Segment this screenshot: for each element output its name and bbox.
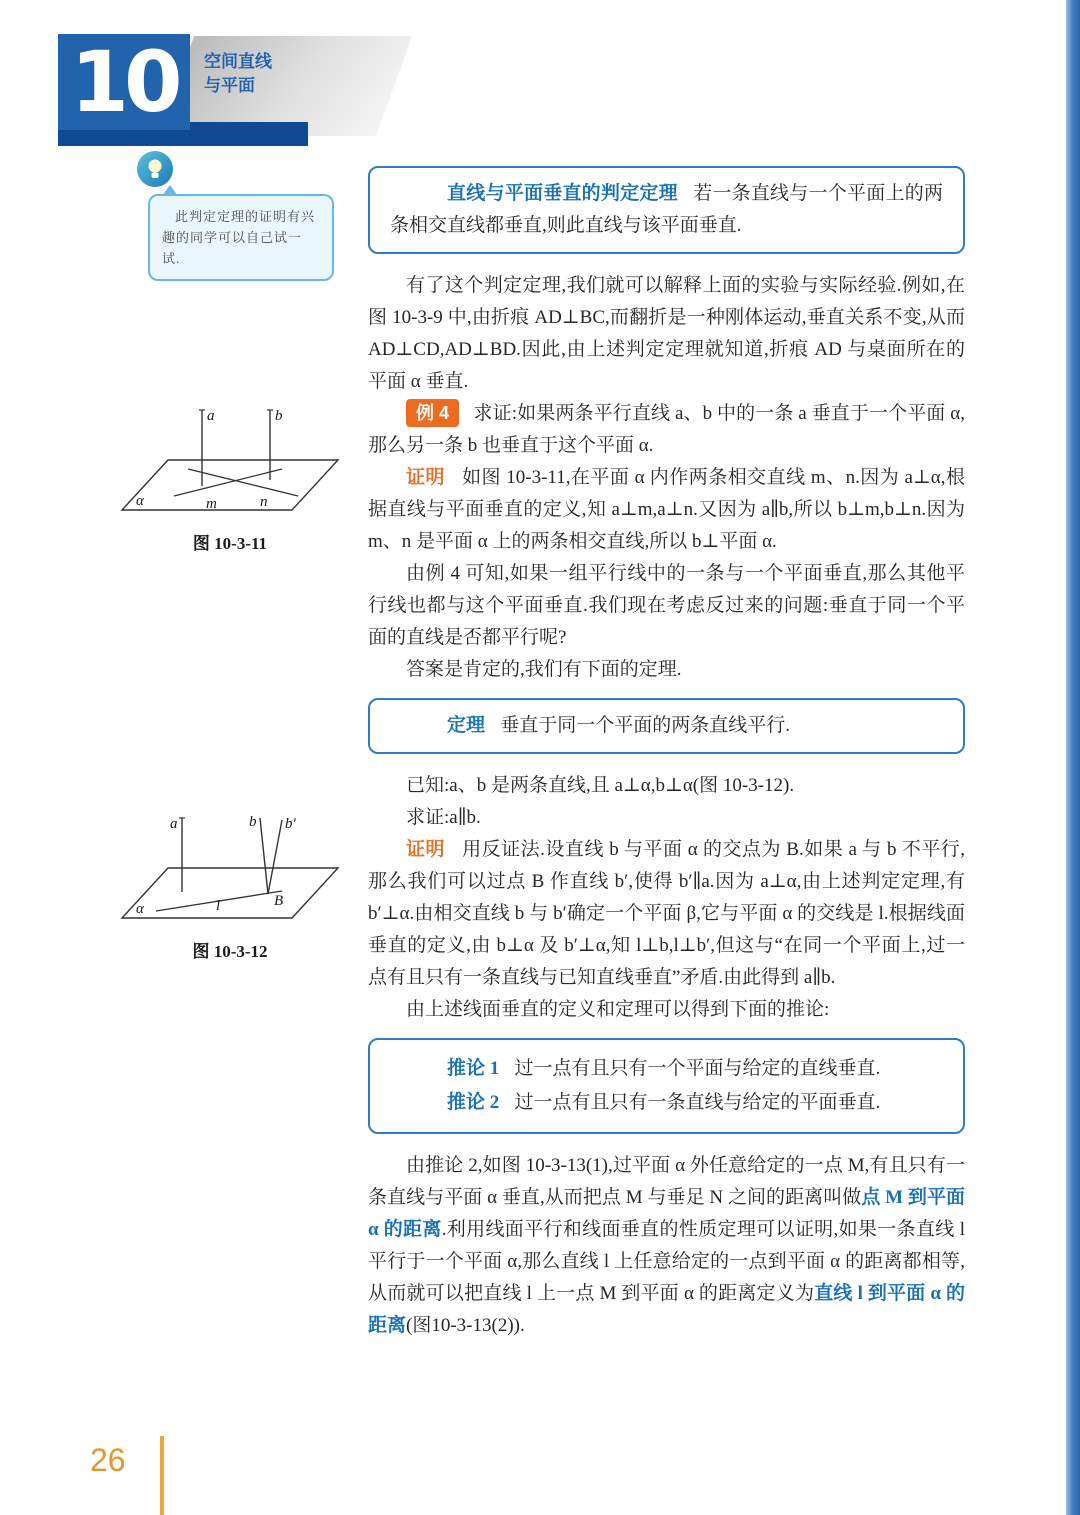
theorem-box-parallel-lines [368, 698, 965, 754]
chapter-title-line2: 与平面 [204, 76, 255, 95]
term-line-to-plane-distance: 直线 l 到平面 α 的距离 [368, 1283, 965, 1336]
chapter-header [58, 26, 398, 156]
chapter-header-shadow [158, 36, 412, 136]
theorem-title: 直线与平面垂直的判定定理 [447, 183, 678, 204]
example-4 [368, 398, 965, 462]
theorem-body: 若一条直线与一个平面上的两条相交直线都垂直,则此直线与该平面垂直. [390, 183, 943, 236]
fig11-label-b: b [275, 408, 283, 424]
figure-caption: 图 10-3-12 [192, 942, 268, 961]
corollary-2-label: 推论 2 [447, 1092, 500, 1113]
fig12-label-b-prime: b′ [285, 816, 296, 832]
corollary-2 [390, 1086, 943, 1120]
figure-10-3-11 [110, 398, 350, 554]
chapter-number-box [58, 34, 190, 130]
proof-2 [368, 834, 965, 994]
figure-10-3-12 [110, 806, 350, 962]
main-text-column [368, 164, 965, 1342]
term-point-to-plane-distance: 点 M 到平面 α 的距离 [368, 1187, 966, 1240]
corollary-1-label: 推论 1 [447, 1058, 500, 1079]
page-number-divider [160, 1436, 164, 1515]
fig12-label-b: b [249, 814, 257, 830]
fig12-label-a: a [170, 816, 178, 832]
paragraph-answer: 答案是肯定的,我们有下面的定理. [406, 659, 682, 680]
paragraph-explanation: 有了这个判定定理,我们就可以解释上面的实验与实际经验.例如,在图 10-3-9 中,由折痕 AD⊥BC,而翻折是一种刚体运动,垂直关系不变,从而 AD⊥CD,AD⊥BD.因此,由上述判定定理就知道,折痕 AD 与桌面所在的平面 α 垂直. [368, 275, 965, 392]
page-number: 26 [90, 1442, 126, 1478]
example-4-badge: 例 4 [406, 399, 459, 427]
proof-1-text: 如图 10-3-11,在平面 α 内作两条相交直线 m、n.因为 a⊥α,根据直线与平面垂直的定义,知 a⊥m,a⊥n.又因为 a∥b,所以 b⊥m,b⊥n.因为 m、n 是平面 α 上的两条相交直线,所以 b⊥平面 α. [368, 467, 965, 552]
fig12-label-B: B [274, 893, 284, 909]
theorem-2-body: 垂直于同一个平面的两条直线平行. [500, 715, 790, 736]
corollary-1 [390, 1052, 943, 1086]
figure-caption: 图 10-3-11 [192, 534, 268, 553]
paragraph-corollary-intro: 由上述线面垂直的定义和定理可以得到下面的推论: [406, 999, 830, 1020]
margin-note-text: 此判定定理的证明有兴趣的同学可以自己试一试. [162, 209, 316, 266]
corollary-1-text: 过一点有且只有一个平面与给定的直线垂直. [514, 1058, 881, 1079]
fig11-label-n: n [260, 494, 268, 510]
fig12-label-l: l [216, 898, 221, 914]
figure-10-3-11-drawing [110, 398, 350, 520]
closing-run-3: .利用线面平行和线面垂直的性质定理可以证明,如果一条直线 l 平行于一个平面 α,那么直线 l 上任意给定的一点到平面 α 的距离都相等,从而就可以把直线 l 上一点 M 到平面 α 的距离定义为 [368, 1219, 965, 1304]
fig11-label-alpha: α [136, 493, 144, 509]
closing-run-1: 由推论 2,如图 10-3-13(1),过平面 α 外任意给定的一点 M,有且只有一条直线与平面 α 垂直,从而把点 M 与垂足 N 之间的距离叫做 [368, 1155, 965, 1208]
theorem-2-label: 定理 [447, 715, 486, 736]
theorem-box-perpendicular-criterion [368, 166, 965, 254]
proof-2-label: 证明 [406, 839, 446, 860]
proof-2-text: 用反证法.设直线 b 与平面 α 的交点为 B.如果 a 与 b 不平行,那么我们可以过点 B 作直线 b′,使得 b′∥a.因为 a⊥α,由上述判定定理,有 b′⊥α.由相交直线 b 与 b′确定一个平面 β,它与平面 α 的交线是 l.根据线面垂直的定义,由 b⊥α 及 b′⊥α,知 l⊥b,l⊥b′,但这与“在同一个平面上,过一点有且只有一条直线与已知直线垂直”矛盾.由此得到 a∥b. [368, 839, 965, 988]
example-4-text: 求证:如果两条平行直线 a、b 中的一条 a 垂直于一个平面 α,那么另一条 b 也垂直于这个平面 α. [368, 403, 965, 456]
page-edge-strip [1066, 0, 1080, 1515]
closing-run-5: (图10-3-13(2)). [406, 1315, 525, 1336]
chapter-title-line1: 空间直线 [204, 52, 272, 71]
fig11-label-a: a [207, 408, 215, 424]
margin-note [148, 194, 334, 281]
to-prove-statement: 求证:a∥b. [406, 807, 481, 828]
figure-10-3-12-drawing [110, 806, 350, 928]
chapter-title [204, 50, 272, 98]
corollary-box [368, 1038, 965, 1134]
closing-paragraph [368, 1150, 965, 1342]
proof-1-label: 证明 [406, 467, 445, 488]
fig12-label-alpha: α [136, 901, 144, 917]
lightbulb-icon [136, 150, 174, 193]
chapter-number: 10 [70, 33, 178, 131]
paragraph-discussion: 由例 4 可知,如果一组平行线中的一条与一个平面垂直,那么其他平行线也都与这个平面垂直.我们现在考虑反过来的问题:垂直于同一个平面的直线是否都平行呢? [368, 563, 965, 648]
given-statement: 已知:a、b 是两条直线,且 a⊥α,b⊥α(图 10-3-12). [406, 775, 795, 796]
proof-1 [368, 462, 965, 558]
corollary-2-text: 过一点有且只有一条直线与给定的平面垂直. [514, 1092, 881, 1113]
fig11-label-m: m [206, 496, 217, 512]
